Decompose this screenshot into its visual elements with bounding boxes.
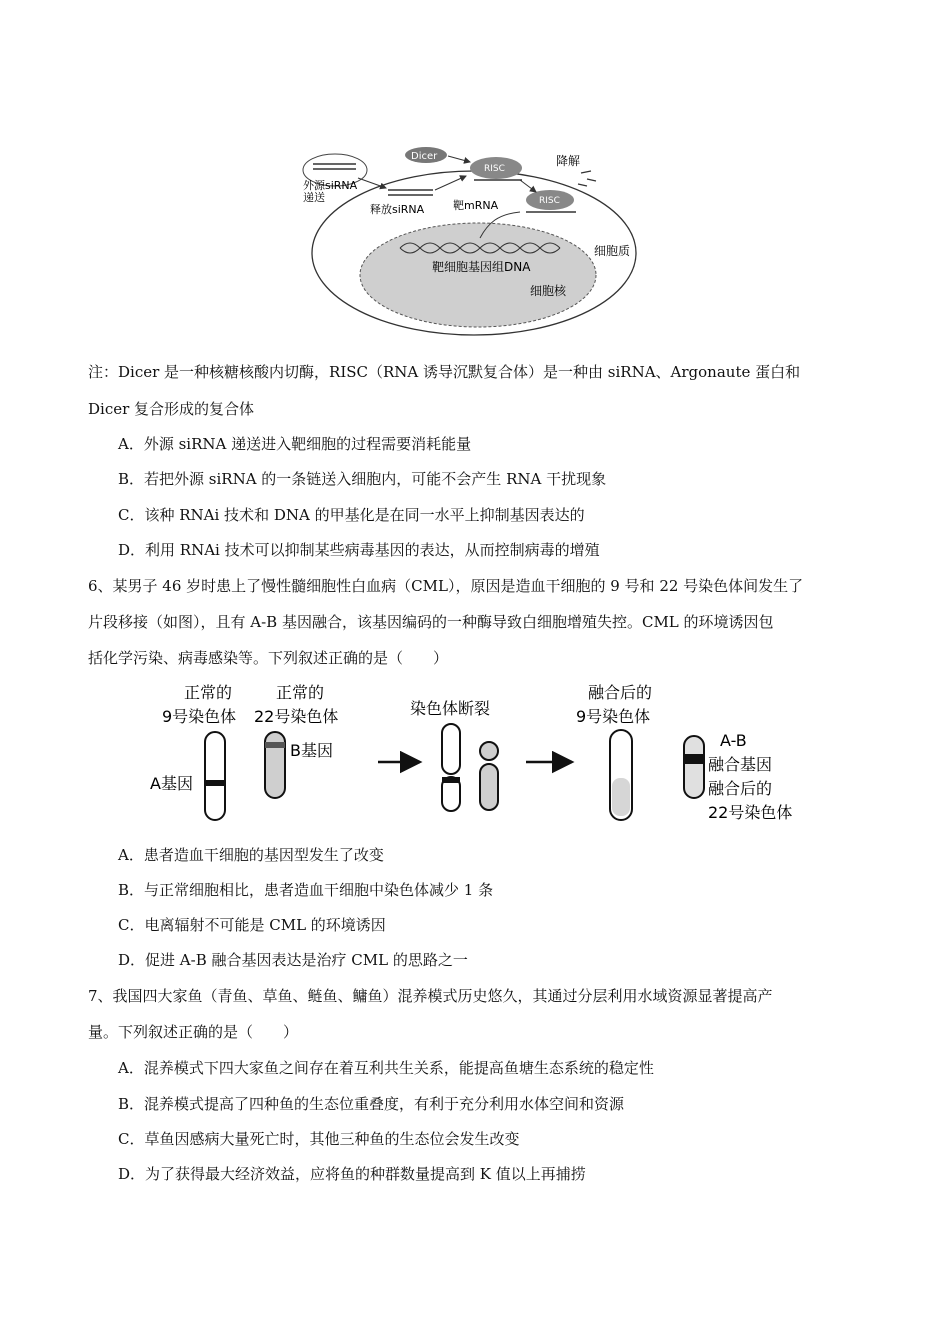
q5-option-b: B．若把外源 siRNA 的一条链送入细胞内，可能不会产生 RNA 干扰现象 [118,470,607,488]
deliver-label: 递送 [303,191,325,204]
ab-fusion-band [684,754,704,764]
gene-b-label: B基因 [290,741,333,760]
q7-stem-line-2: 量。下列叙述正确的是（ ） [88,1023,299,1041]
note-line-2: Dicer 复合形成的复合体 [88,400,255,418]
normal22-label-2: 22号染色体 [254,707,339,726]
nucleus-label: 细胞核 [530,284,567,298]
q6-stem-line-3: 括化学污染、病毒感染等。下列叙述正确的是（ ） [88,649,449,667]
q7-stem-line-1: 7、我国四大家鱼（青鱼、草鱼、鲢鱼、鳙鱼）混养模式历史悠久，其通过分层利用水域资源显著提高产 [88,987,773,1005]
fused9-lower-fill [612,778,630,816]
dna-label: 靶细胞基因组DNA [432,260,531,274]
degraded-fragments [578,171,596,186]
fused9-label-1: 融合后的 [588,683,653,702]
normal22-label-1: 正常的 [276,683,325,702]
target-mrna-label: 靶mRNA [453,199,499,212]
cytoplasm-label: 细胞质 [594,244,631,258]
normal9-chromosome [205,732,225,820]
q7-option-b: B．混养模式提高了四种鱼的生态位重叠度，有利于充分利用水体空间和资源 [118,1095,625,1113]
fused22-label-2: 22号染色体 [708,803,793,822]
q7-option-d: D．为了获得最大经济效益，应将鱼的种群数量提高到 K 值以上再捕捞 [118,1165,586,1183]
broken-22-bottom [480,764,498,810]
normal9-label-1: 正常的 [184,683,233,702]
nucleus [360,223,596,327]
gene-a-label: A基因 [150,774,193,793]
risc-label-2: RISC [539,196,560,206]
q6-option-b: B．与正常细胞相比，患者造血干细胞中染色体减少 1 条 [118,881,494,899]
break-label: 染色体断裂 [410,699,491,718]
q6-option-c: C．电离辐射不可能是 CML 的环境诱因 [118,916,386,934]
note-line-1: 注：Dicer 是一种核糖核酸内切酶，RISC（RNA 诱导沉默复合体）是一种由 siRNA、Argonaute 蛋白和 [88,363,801,381]
rnai-diagram [298,138,648,338]
q6-option-a: A．患者造血干细胞的基因型发生了改变 [118,846,384,864]
normal9-label-2: 9号染色体 [162,707,237,726]
q6-option-d: D．促进 A-B 融合基因表达是治疗 CML 的思路之一 [118,951,468,969]
fused9-label-2: 9号染色体 [576,707,651,726]
risc-label-1: RISC [484,164,505,174]
broken-22-top [480,742,498,760]
q6-stem-line-2: 片段移接（如图），且有 A-B 基因融合，该基因编码的一种酶导致白细胞增殖失控。CML 的环境诱因包 [88,613,774,631]
exo-sirna-label: 外源siRNA [303,179,358,192]
q5-option-d: D．利用 RNAi 技术可以抑制某些病毒基因的表达，从而控制病毒的增殖 [118,541,600,559]
normal22-chromosome [265,732,285,798]
fused22-label-1: 融合后的 [708,779,773,798]
dicer-label: Dicer [411,151,438,162]
fused22-chromosome [684,736,704,798]
q5-option-c: C．该种 RNAi 技术和 DNA 的甲基化是在同一水平上抑制基因表达的 [118,506,585,524]
q5-option-a: A．外源 siRNA 递送进入靶细胞的过程需要消耗能量 [118,435,472,453]
q7-option-a: A．混养模式下四大家鱼之间存在着互利共生关系，能提高鱼塘生态系统的稳定性 [118,1059,654,1077]
ab-label-1: A-B [720,731,747,750]
q7-option-c: C．草鱼因感病大量死亡时，其他三种鱼的生态位会发生改变 [118,1130,520,1148]
q6-stem-line-1: 6、某男子 46 岁时患上了慢性髓细胞性白血病（CML），原因是造血干细胞的 9 号和 22 号染色体间发生了 [88,577,804,595]
gene-b-band [265,742,285,748]
degrade-label: 降解 [556,154,581,168]
release-sirna-label: 释放siRNA [370,203,425,216]
gene-a-band [205,780,225,786]
broken-9-top [442,724,460,774]
chromosome-diagram [140,678,820,828]
ab-label-2: 融合基因 [708,755,773,774]
